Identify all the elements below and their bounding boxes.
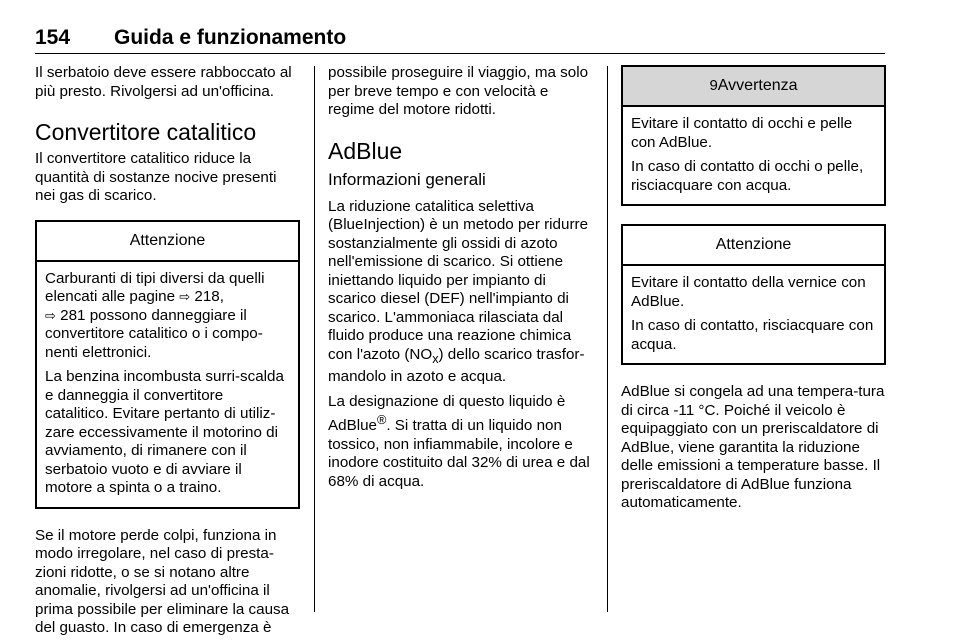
column-divider-2 xyxy=(607,66,608,612)
scr-paragraph: La riduzione catalitica selettiva (BlueInjection) è un metodo per ridurre sostanzialmente gli ossidi di azoto nell'emissione di scarico. Si ottiene iniettando liquido per impianto di scarico diesel (DEF) nell'impianto di scarico. L'ammoniaca rilasciata dal fluido produce una reazione chimica con l'azoto $(NO_x)$ dello scarico trasfor-mandolo in azoto e acqua. xyxy=(328,197,589,386)
continued-paragraph: possibile proseguire il viaggio, ma solo per breve tempo e con velocità e regime del motore ridotti. xyxy=(328,64,589,118)
notice-title: Attenzione xyxy=(37,222,298,262)
notice-box-paint xyxy=(621,224,886,365)
warning-body xyxy=(623,107,884,204)
warning-title: Avvertenza xyxy=(717,77,798,94)
notice-paragraph-1: Evitare il contatto della vernice con AdBlue. xyxy=(631,274,866,310)
subheading-general-info: Informazioni generali xyxy=(328,169,486,189)
notice-paragraph-2: La benzina incombusta surri-scalda e danneggia il convertitore catalitico. Evitare pertanto di utiliz-zare eccessivamente il motorino di avviamento, di rimanere con il serbatoio vuoto e di avviare il motore a spinta o a traino. xyxy=(45,368,284,496)
notice-body xyxy=(37,262,298,507)
catalytic-description: Il convertitore catalitico riduce la quantità di sostanze nocive presenti nei gas di scarico. xyxy=(35,150,277,204)
section-heading-adblue: AdBlue xyxy=(328,137,403,164)
column-1 xyxy=(35,64,300,638)
page-header xyxy=(35,23,885,54)
page-number: 154 xyxy=(35,26,71,49)
warning-paragraph-2: In caso di contatto di occhi o pelle, risciacquare con acqua. xyxy=(631,158,864,194)
misfire-paragraph: Se il motore perde colpi, funziona in modo irregolare, nel caso di presta-zioni ridotte, o se si notano altre anomalie, rivolgersi ad un'officina il prima possibile per eliminare la causa del guasto. In caso di emergenza è xyxy=(35,526,290,636)
page-ref-link[interactable]: 281 xyxy=(60,306,86,324)
column-3 xyxy=(621,64,886,513)
page-title: Guida e funzionamento xyxy=(114,26,347,49)
page-ref-arrow-icon: ⇨ xyxy=(45,307,56,323)
notice-box-catalytic xyxy=(35,220,300,509)
warning-icon: 9 xyxy=(709,77,718,94)
column-divider-1 xyxy=(314,66,315,612)
warning-header xyxy=(623,67,884,107)
section-heading-catalytic: Convertitore catalitico xyxy=(35,119,257,145)
adblue-designation-paragraph: La designazione di questo liquido è AdBlue®. Si tratta di un liquido non tossico, non infiammabile, incolore e inodore costituito dal 32% di urea e dal 68% di acqua. xyxy=(328,392,590,490)
page-ref-link[interactable]: 218, xyxy=(194,288,224,305)
notice-paragraph-2: In caso di contatto, risciacquare con acqua. xyxy=(631,317,874,353)
freeze-paragraph: AdBlue si congela ad una tempera-tura di circa -11 °C. Poiché il veicolo è equipaggiato con un preriscaldatore di AdBlue, viene garantita la riduzione delle emissioni a temperature basse. Il preriscaldatore di AdBlue funziona automaticamente. xyxy=(621,383,885,511)
warning-paragraph-1: Evitare il contatto di occhi e pelle con AdBlue. xyxy=(631,115,853,151)
notice-paragraph-1: Carburanti di tipi diversi da quelli elencati alle pagine ⇨ 218, ⇨ 281 possono danneggiare il convertitore catalitico o i compo-nenti elettronici. xyxy=(45,269,265,361)
page-ref-arrow-icon: ⇨ xyxy=(179,289,191,304)
warning-box xyxy=(621,65,886,206)
notice-body xyxy=(623,266,884,363)
notice-title: Attenzione xyxy=(623,226,884,266)
column-2 xyxy=(328,64,593,491)
intro-paragraph: Il serbatoio deve essere rabboccato al più presto. Rivolgersi ad un'officina. xyxy=(35,64,292,100)
